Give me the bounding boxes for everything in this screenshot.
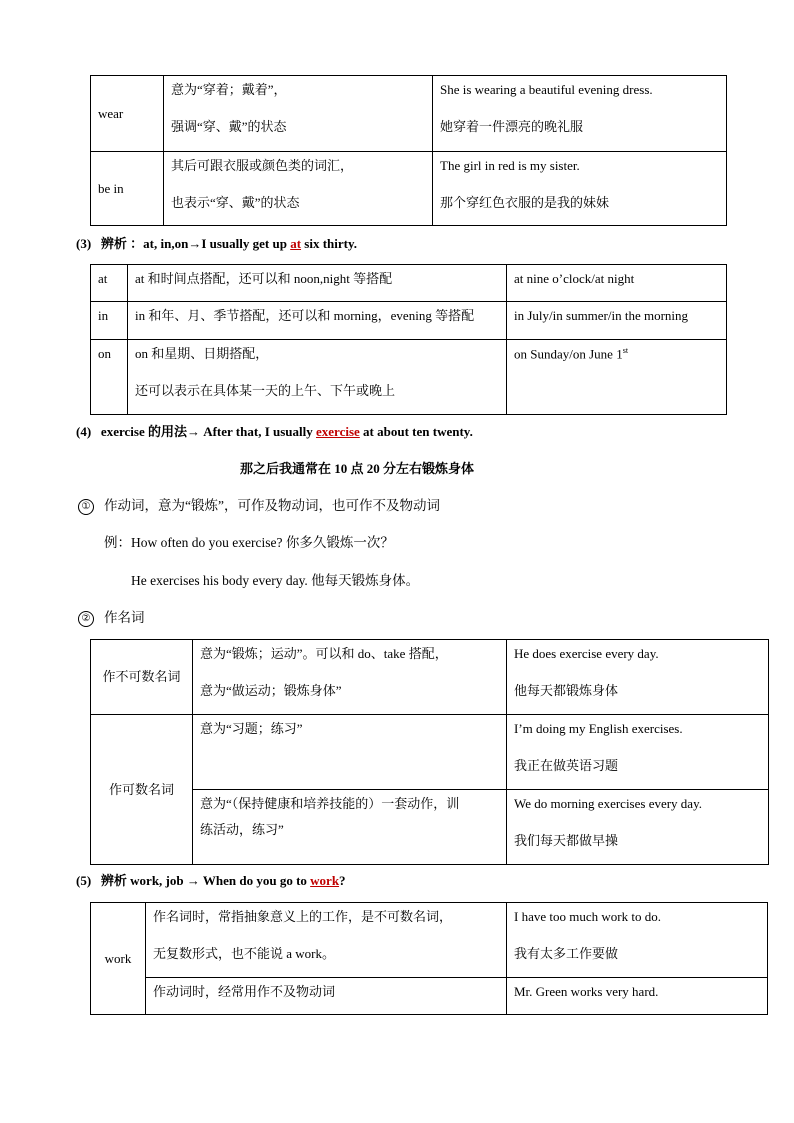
section-number: (5) [76,873,92,888]
word-text: in [98,308,109,323]
meaning-cell [146,978,507,1015]
meaning-line: 意为“锻炼；运动”。可以和 do、take 搭配， [200,646,448,661]
example-line: 我有太多工作要做 [514,946,619,961]
example-cell [507,640,769,715]
highlight-word: at [290,236,302,251]
ordinal-suffix: st [622,346,629,355]
meaning-line: on 和星期、日期搭配， [135,346,269,361]
example-text: at nine o’clock/at night [514,271,635,286]
meaning-cell [128,302,507,340]
meaning-cell [128,265,507,302]
example-line: Mr. Green works very hard. [514,984,659,999]
example-cell [507,978,768,1015]
meaning-cell [164,152,433,226]
point-2-text: 作名词 [104,610,145,625]
example-line: The girl in red is my sister. [440,158,580,173]
meaning-cell [128,340,507,415]
uncountable-label: 作不可数名词 [102,669,181,685]
point-1 [78,494,440,515]
section-3-heading [76,233,357,252]
circled-number-1: ① [78,499,94,515]
word-cell [91,152,164,226]
section-title-end: ? [339,873,346,888]
word-text: on [98,346,111,361]
highlight-word: work [310,873,340,888]
meaning-line: 无复数形式，也不能说 a work。 [153,946,335,961]
point-2 [78,606,145,627]
word-cell [91,302,128,340]
example-line: I have too much work to do. [514,909,661,924]
prepositions-table [90,264,727,415]
example-cell [507,715,769,790]
example-line: 他每天都锻炼身体 [514,683,619,698]
example-cell [507,903,768,978]
point-1-text: 作动词，意为“锻炼”，可作及物动词，也可作不及物动词 [104,498,440,513]
meaning-cell [193,715,507,790]
meaning-line: 作名词时，常指抽象意义上的工作，是不可数名词， [153,909,453,924]
word-cell [91,903,146,1015]
meaning-cell [193,640,507,715]
example-line: 我们每天都做早操 [514,833,619,848]
example-cell [507,790,769,865]
example-line: I’m doing my English exercises. [514,721,683,736]
example-line: 她穿着一件漂亮的晚礼服 [440,119,584,134]
example-line: She is wearing a beautiful evening dress. [440,82,653,97]
meaning-line: 也表示“穿、戴”的状态 [171,195,300,210]
example-cell [507,302,727,340]
label-cell [91,640,193,715]
word-cell [91,265,128,302]
word-text: at [98,271,108,286]
word-text: be in [98,180,124,196]
point-1-example-1: 例：How often do you exercise? 你多久锻炼一次？ [104,535,394,550]
meaning-line: in 和年、月、季节搭配，还可以和 morning，evening 等搭配 [135,308,475,323]
meaning-line: 作动词时，经常用作不及物动词 [153,984,336,999]
countable-label: 作可数名词 [108,781,174,797]
meaning-line: 还可以表示在具体某一天的上午、下午或晚上 [135,383,396,398]
wear-be-in-table [90,75,727,226]
meaning-line: 意为“习题；练习” [200,721,303,736]
point-1-example-2: He exercises his body every day. 他每天锻炼身体。 [131,573,420,588]
meaning-line: 练活动，练习” [200,822,284,837]
example-cell [507,340,727,415]
example-line: 我正在做英语习题 [514,758,619,773]
highlight-word: exercise [316,424,360,439]
exercise-noun-table [90,639,769,865]
meaning-line: 意为“做运动；锻炼身体” [200,683,342,698]
word-cell [91,76,164,152]
work-table [90,902,768,1015]
label-cell [91,715,193,865]
word-text: wear [98,105,124,121]
section-4-heading [76,421,473,440]
meaning-line: at 和时间点搭配，还可以和 noon,night 等搭配 [135,271,393,286]
word-text: work [104,950,132,966]
circled-number-2: ② [78,611,94,627]
section-4-translation: 那之后我通常在 10 点 20 分左右锻炼身体 [239,461,474,476]
example-cell [433,76,727,152]
section-number: (4) [76,424,92,439]
section-5-heading [76,870,346,889]
section-title-end: six thirty. [301,236,358,251]
section-title: 辨析 ：at, in,on→I usually get up [100,236,291,251]
meaning-cell [146,903,507,978]
section-title: 辨析 work, job → When do you go to [100,873,311,888]
example-line: 那个穿红色衣服的是我的妹妹 [440,195,610,210]
example-text: in July/in summer/in the morning [514,308,689,323]
example-line: We do morning exercises every day. [514,796,702,811]
meaning-line: 强调“穿、戴”的状态 [171,119,287,134]
section-title-end: at about ten twenty. [359,424,473,439]
word-cell [91,340,128,415]
meaning-line: 意为“（保持健康和培养技能的）一套动作，训 [200,796,460,811]
example-text: on Sunday/on June 1 [514,346,623,362]
example-line: He does exercise every day. [514,646,659,661]
example-cell [433,152,727,226]
example-cell [507,265,727,302]
meaning-cell [164,76,433,152]
section-title: exercise 的用法→ After that, I usually [100,424,316,439]
meaning-cell [193,790,507,865]
meaning-line: 其后可跟衣服或颜色类的词汇， [171,158,354,173]
section-number: (3) [76,236,92,251]
meaning-line: 意为“穿着；戴着”， [171,82,287,97]
